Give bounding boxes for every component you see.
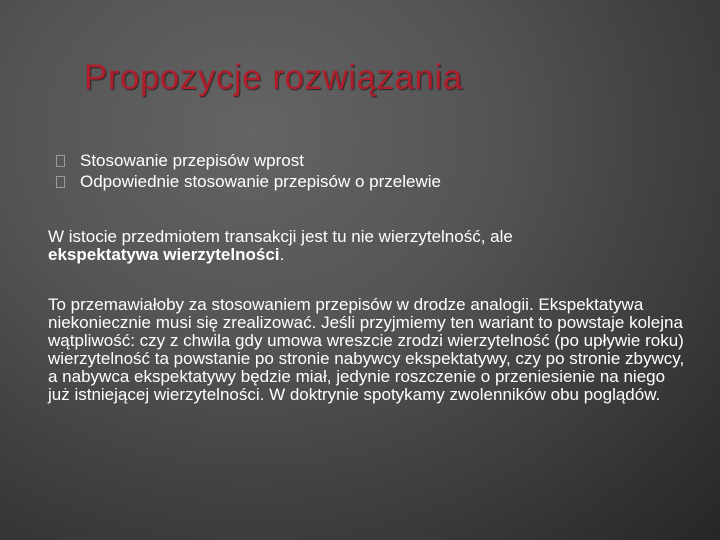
paragraph-2: To przemawiałoby za stosowaniem przepisów w drodze analogii. Ekspektatywa niekoniecznie musi się zrealizować. Jeśli przyjmiemy ten wariant to powstaje kolejna wątpliwość: czy z chwila gdy umowa wreszcie zrodzi wierzytelność (po upływie roku) wierzytelność ta powstanie po stronie nabywcy ekspektatywy, czy po stronie zbywcy, a nabywca ekspektatywy będzie miał, jedynie roszczenie o przeniesienie na niego już istniejącej wierzytelności. W doktrynie spotykamy zwolenników obu poglądów. [48, 295, 685, 404]
bullet-box-icon [56, 155, 65, 167]
paragraph-1-bold: ekspektatywa wierzytelności [48, 245, 280, 264]
slide-title: Propozycje rozwiązania [84, 58, 463, 97]
paragraph-1-trailing: . [279, 245, 285, 264]
paragraph-1 [48, 228, 688, 264]
paragraph-1-text: W istocie przedmiotem transakcji jest tu nie wierzytelność, ale [48, 227, 513, 246]
bullet-box-icon [56, 176, 65, 188]
bullet-item [56, 171, 676, 192]
bullet-list [56, 150, 676, 192]
bullet-item [56, 150, 676, 171]
bullet-text: Stosowanie przepisów wprost [80, 150, 304, 170]
bullet-text: Odpowiednie stosowanie przepisów o przelewie [80, 171, 441, 191]
